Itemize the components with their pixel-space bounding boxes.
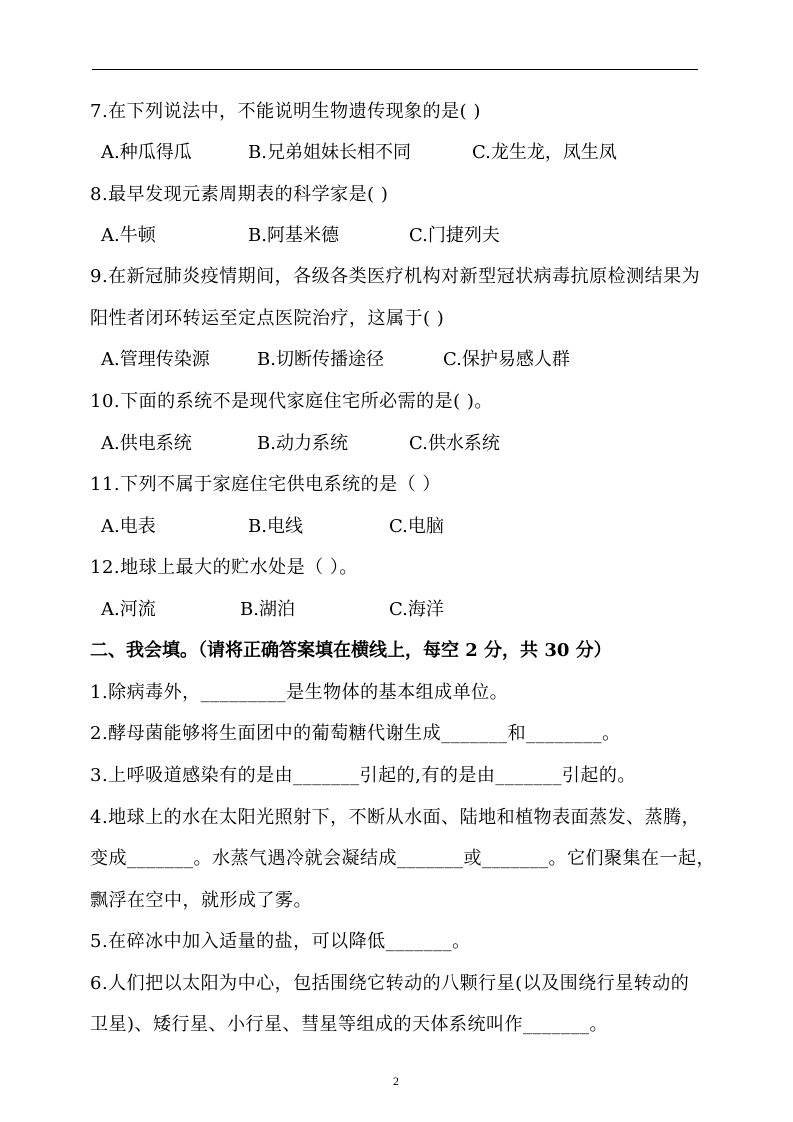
fill-question-6-line-1: 6.人们把以太阳为中心，包括围绕它转动的八颗行星(以及围绕行星转动的 [90, 973, 690, 994]
question-10-option-a: A.供电系统 [101, 433, 192, 454]
question-7-option-c: C.龙生龙，凤生凤 [472, 142, 617, 163]
fill-question-3: 3.上呼吸道感染有的是由_______引起的,有的是由_______引起的。 [90, 765, 636, 786]
question-12-option-c: C.海洋 [389, 599, 444, 620]
question-7-stem: 7.在下列说法中，不能说明生物遗传现象的是( ) [90, 101, 481, 122]
question-9-option-b: B.切断传播途径 [257, 349, 384, 370]
question-12-option-b: B.湖泊 [240, 599, 295, 620]
question-9-option-a: A.管理传染源 [101, 349, 210, 370]
question-11-option-c: C.电脑 [389, 516, 444, 537]
question-9-stem-line-2: 阳性者闭环转运至定点医院治疗，这属于( ) [90, 308, 445, 329]
fill-question-2: 2.酵母菌能够将生面团中的葡萄糖代谢生成_______和________。 [90, 723, 621, 744]
question-12-option-a: A.河流 [101, 599, 156, 620]
question-11-option-b: B.电线 [248, 516, 303, 537]
fill-question-4-line-3: 飘浮在空中，就形成了雾。 [90, 890, 312, 911]
fill-question-4-line-1: 4.地球上的水在太阳光照射下，不断从水面、陆地和植物表面蒸发、蒸腾， [90, 807, 701, 828]
question-11-stem: 11.下列不属于家庭住宅供电系统的是（ ） [90, 474, 441, 495]
fill-question-5: 5.在碎冰中加入适量的盐，可以降低_______。 [90, 931, 471, 952]
page-number: 2 [393, 1074, 399, 1088]
question-12-stem: 12.地球上最大的贮水处是（ ）。 [90, 557, 358, 578]
fill-question-1: 1.除病毒外，_________是生物体的基本组成单位。 [90, 682, 509, 703]
question-8-option-b: B.阿基米德 [248, 225, 339, 246]
question-10-stem: 10.下面的系统不是现代家庭住宅所必需的是( )。 [90, 391, 493, 412]
question-8-option-a: A.牛顿 [101, 225, 156, 246]
question-7-option-a: A.种瓜得瓜 [101, 142, 192, 163]
header-rule [92, 69, 698, 70]
question-11-option-a: A.电表 [101, 516, 156, 537]
fill-question-4-line-2: 变成_______。水蒸气遇冷就会凝结成_______或_______。它们聚集在一起， [90, 848, 715, 869]
question-8-option-c: C.门捷列夫 [409, 225, 500, 246]
question-10-option-c: C.供水系统 [409, 433, 500, 454]
question-10-option-b: B.动力系统 [257, 433, 348, 454]
question-7-option-b: B.兄弟姐妹长相不同 [248, 142, 411, 163]
question-9-stem-line-1: 9.在新冠肺炎疫情期间，各级各类医疗机构对新型冠状病毒抗原检测结果为 [90, 266, 701, 287]
fill-question-6-line-2: 卫星)、矮行星、小行星、彗星等组成的天体系统叫作_______。 [90, 1014, 609, 1035]
question-8-stem: 8.最早发现元素周期表的科学家是( ) [90, 184, 389, 205]
question-9-option-c: C.保护易感人群 [443, 349, 570, 370]
section-2-heading: 二、我会填。（请将正确答案填在横线上，每空 2 分，共 30 分） [90, 640, 612, 661]
